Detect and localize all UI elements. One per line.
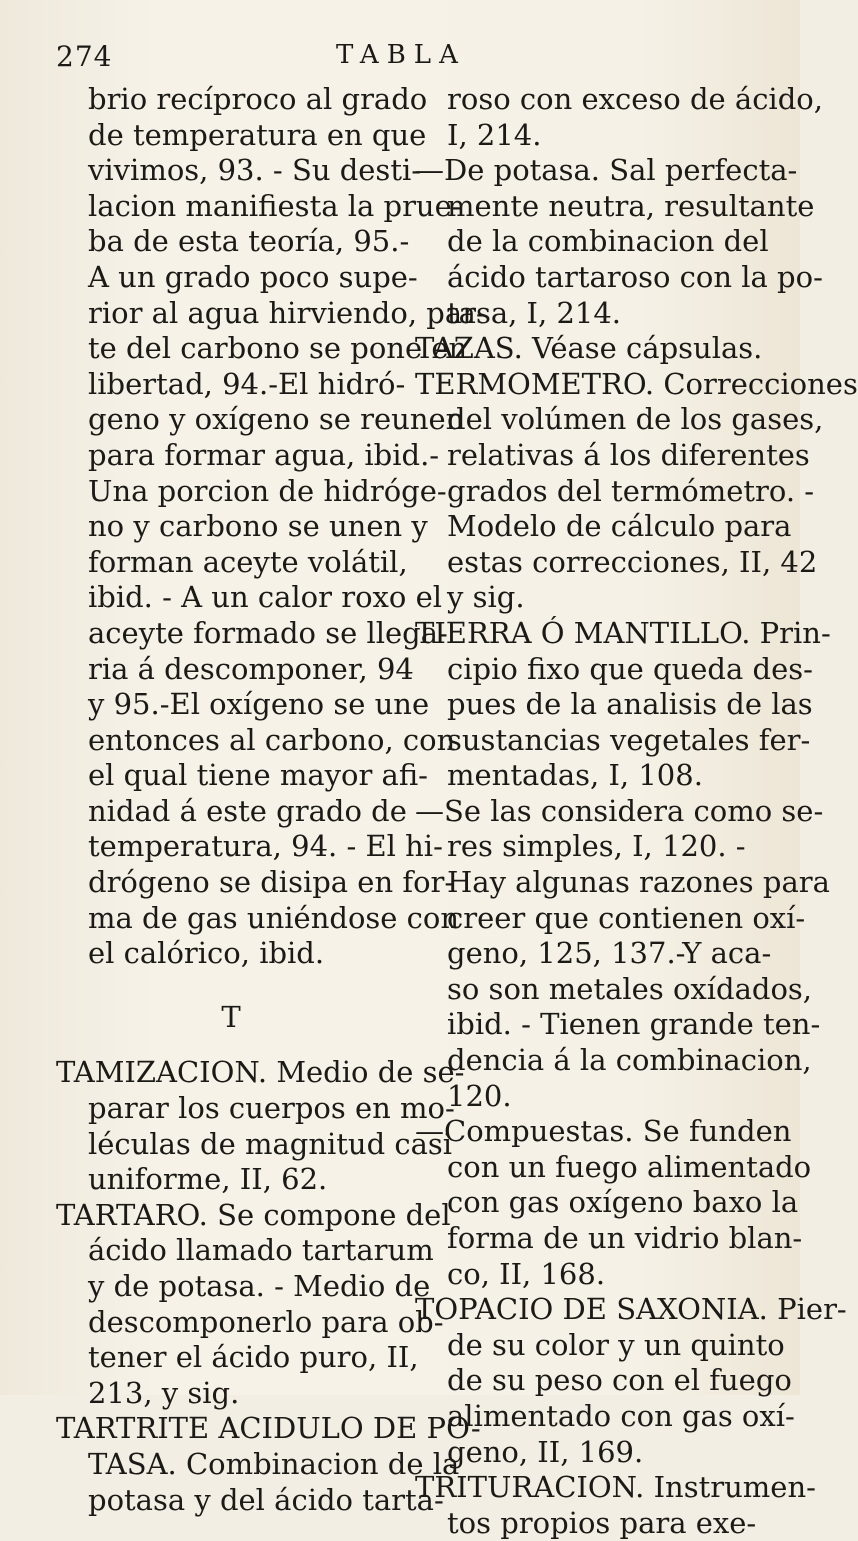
text-line: ma de gas uniéndose con xyxy=(88,900,460,935)
right-column xyxy=(415,82,858,1541)
text-line: cipio fixo que queda des- xyxy=(447,651,813,686)
text-line: forma de un vidrio blan- xyxy=(447,1221,803,1255)
text-line: pues de la analisis de las xyxy=(447,687,813,722)
text-line: TARTARO. Se compone del xyxy=(56,1197,451,1232)
text-line: ibid. - Tienen grande ten- xyxy=(447,1007,821,1042)
text-line: estas correcciones, II, 42 xyxy=(447,544,818,579)
text-line: mentadas, I, 108. xyxy=(447,758,703,793)
text-line: 120. xyxy=(447,1078,512,1113)
text-line: no y carbono se unen y xyxy=(88,509,428,544)
text-line: TASA. Combinacion de la xyxy=(88,1446,460,1481)
text-line: TARTRITE ACIDULO DE PO- xyxy=(56,1411,481,1446)
text-line: TRITURACION. Instrumen- xyxy=(415,1470,816,1505)
section-letter: T xyxy=(221,999,241,1034)
text-line: y de potasa. - Medio de xyxy=(88,1269,431,1303)
spacer xyxy=(56,1035,406,1055)
text-line: entonces al carbono, con xyxy=(88,722,456,757)
text-line: vivimos, 93. - Su desti- xyxy=(88,153,422,188)
text-line: rior al agua hirviendo, par- xyxy=(88,295,486,330)
text-line: brio recíproco al grado xyxy=(88,82,428,116)
text-line: geno, 125, 137.-Y aca- xyxy=(447,936,772,971)
text-line: tasa, I, 214. xyxy=(447,295,622,330)
text-line: temperatura, 94. - El hi- xyxy=(88,829,443,864)
text-line: con gas oxígeno baxo la xyxy=(447,1185,799,1220)
text-line: TERMOMETRO. Correcciones xyxy=(415,366,858,401)
text-line: de su color y un quinto xyxy=(447,1327,785,1362)
text-line: mente neutra, resultante xyxy=(447,188,815,223)
text-line: el qual tiene mayor afi- xyxy=(88,758,428,793)
text-line: aceyte formado se llega- xyxy=(88,615,448,650)
text-line: drógeno se disipa en for- xyxy=(88,865,455,900)
text-line: alimentado con gas oxí- xyxy=(447,1398,795,1433)
text-line: uniforme, II, 62. xyxy=(88,1162,328,1197)
text-line: con un fuego alimentado xyxy=(447,1149,812,1184)
text-line: nidad á este grado de xyxy=(88,793,407,828)
text-line: TAMIZACION. Medio de se- xyxy=(56,1055,465,1090)
text-line: Una porcion de hidróge- xyxy=(88,473,447,508)
text-line: Hay algunas razones para xyxy=(447,865,830,900)
page-header xyxy=(56,40,756,80)
text-line: ácido tartaroso con la po- xyxy=(447,259,823,294)
text-line: tener el ácido puro, II, xyxy=(88,1340,419,1375)
spacer xyxy=(56,972,406,992)
text-line: TIERRA Ó MANTILLO. Prin- xyxy=(415,615,831,650)
text-line: —Compuestas. Se funden xyxy=(415,1114,792,1149)
text-line: —Se las considera como se- xyxy=(415,793,824,828)
text-line: co, II, 168. xyxy=(447,1256,606,1291)
text-line: lacion manifiesta la prue- xyxy=(88,188,462,223)
text-line: y 95.-El oxígeno se une xyxy=(88,687,430,722)
text-line: tos propios para exe- xyxy=(447,1505,757,1540)
text-line: Modelo de cálculo para xyxy=(447,509,792,544)
text-line: ba de esta teoría, 95.- xyxy=(88,224,410,259)
text-line: sustancias vegetales fer- xyxy=(447,722,811,757)
text-line: A un grado poco supe- xyxy=(88,259,418,294)
text-line: dencia á la combinacion, xyxy=(447,1043,812,1078)
text-line: ibid. - A un calor roxo el xyxy=(88,580,443,615)
text-line: parar los cuerpos en mo- xyxy=(88,1091,455,1126)
text-line: geno y oxígeno se reunen xyxy=(88,402,465,437)
text-line: ácido llamado tartarum xyxy=(88,1233,434,1268)
text-line: ria á descomponer, 94 xyxy=(88,651,414,686)
text-line: léculas de magnitud casi xyxy=(88,1126,453,1161)
text-line: de su peso con el fuego xyxy=(447,1363,792,1398)
text-line: el calórico, ibid. xyxy=(88,936,325,971)
text-line: de la combinacion del xyxy=(447,224,769,259)
text-line: res simples, I, 120. - xyxy=(447,829,746,864)
text-line: TOPACIO DE SAXONIA. Pier- xyxy=(415,1292,847,1327)
text-line: I, 214. xyxy=(447,117,542,152)
text-line: so son metales oxídados, xyxy=(447,971,813,1006)
text-line: 213, y sig. xyxy=(88,1375,240,1410)
text-line: libertad, 94.-El hidró- xyxy=(88,366,406,401)
text-line: potasa y del ácido tarta- xyxy=(88,1482,444,1517)
page-number: 274 xyxy=(56,40,113,73)
text-line: TAZAS. Véase cápsulas. xyxy=(415,331,763,366)
text-line: geno, II, 169. xyxy=(447,1434,644,1469)
text-line: roso con exceso de ácido, xyxy=(447,82,823,116)
text-line: te del carbono se pone en xyxy=(88,331,468,366)
text-line: relativas á los diferentes xyxy=(447,437,810,472)
text-line: grados del termómetro. - xyxy=(447,473,815,508)
text-line: del volúmen de los gases, xyxy=(447,402,824,437)
text-line: y sig. xyxy=(447,580,525,615)
text-line: descomponerlo para ob- xyxy=(88,1304,444,1339)
text-line: de temperatura en que xyxy=(88,117,427,152)
text-line: forman aceyte volátil, xyxy=(88,544,408,579)
text-line: para formar agua, ibid.- xyxy=(88,437,440,472)
text-line: creer que contienen oxí- xyxy=(447,900,806,935)
running-head: TABLA xyxy=(336,40,466,70)
text-line: —De potasa. Sal perfecta- xyxy=(415,153,798,188)
